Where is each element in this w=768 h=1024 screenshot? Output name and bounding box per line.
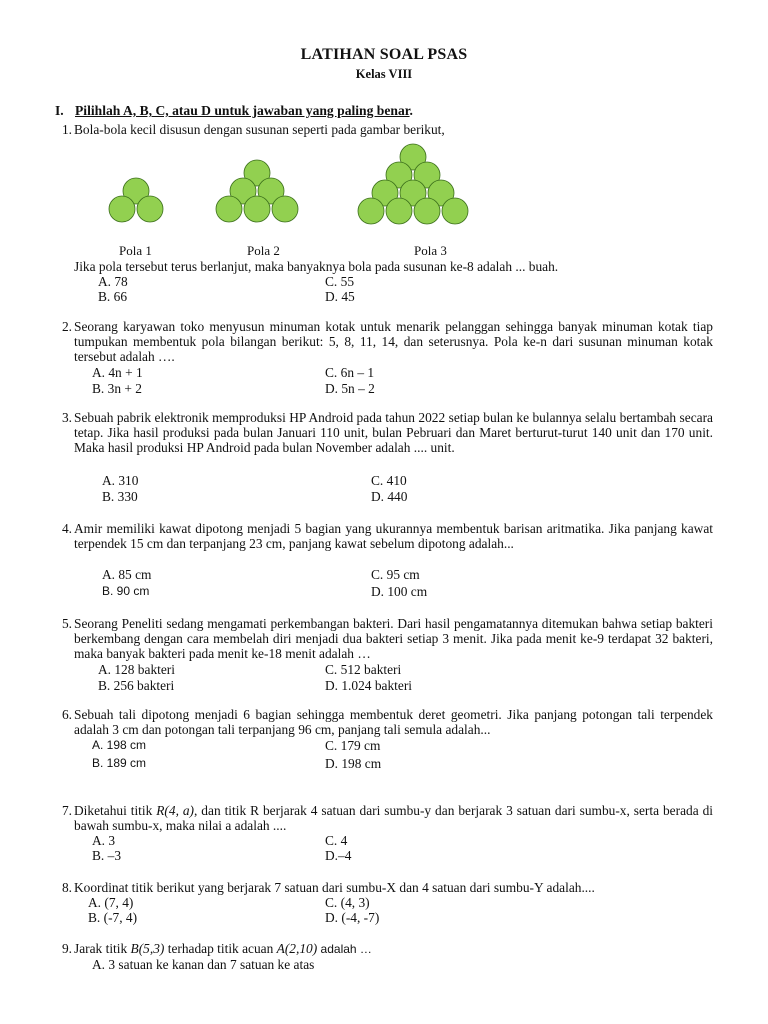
option-a[interactable]: A. 78 (98, 274, 128, 289)
option-c[interactable]: C. 512 bakteri (325, 662, 402, 677)
pattern-label-3: Pola 3 (414, 243, 447, 258)
option-d[interactable]: D. 198 cm (325, 756, 382, 771)
option-d[interactable]: D. 5n – 2 (325, 381, 375, 396)
question-text-part: Jarak titik (74, 941, 131, 956)
question-text-part: Diketahui titik (74, 803, 157, 818)
question-number: 3. (61, 410, 72, 425)
ball (414, 198, 440, 224)
option-a[interactable]: A. 310 (102, 473, 139, 488)
point-label: B(5,3) (130, 941, 165, 956)
option-c[interactable]: C. 55 (325, 274, 355, 289)
question-4 (48, 521, 713, 551)
option-b[interactable]: B. 189 cm (92, 756, 147, 770)
option-b[interactable]: B. 66 (98, 289, 128, 304)
option-a[interactable]: A. 3 (92, 833, 116, 848)
option-a[interactable]: A. 198 cm (92, 738, 147, 752)
option-a[interactable]: A. 85 cm (102, 567, 152, 582)
question-text: Seorang karyawan toko menyusun minuman kotak untuk menarik pelanggan sehingga banyak minuman kotak tiap tumpukan membentuk pola bilangan berikut: 5, 8, 11, 14, dan seterusnya. Pola ke-n dari susunan minuman kotak tersebut adalah …. (74, 319, 713, 365)
pattern-3-balls (358, 144, 468, 224)
ball (137, 196, 163, 222)
question-text (74, 803, 713, 833)
question-number: 2. (61, 319, 72, 334)
ball (109, 196, 135, 222)
question-text-part: , dan titik R berjarak 4 satuan dari sumbu-y dan berjarak 3 satuan dari sumbu-x, serta berada di bawah sumbu-x, maka nilai a adalah .... (74, 803, 714, 834)
option-d[interactable]: D. (-4, -7) (325, 910, 380, 925)
question-text-part: adalah … (317, 942, 372, 956)
option-c[interactable]: C. 410 (371, 473, 407, 488)
question-text: Koordinat titik berikut yang berjarak 7 satuan dari sumbu-X dan 4 satuan dari sumbu-Y adalah.... (74, 880, 595, 895)
question-5 (48, 616, 713, 662)
option-b[interactable]: B. 330 (102, 489, 138, 504)
question-text: Sebuah pabrik elektronik memproduksi HP Android pada tahun 2022 setiap bulan ke bulannya selalu bertambah secara tetap. Jika hasil produksi pada bulan Januari 110 unit, bulan Pebruari dan Maret berturut-turut 140 unit dan 170 unit. Maka hasil produksi HP Android pada bulan November adalah .... unit. (74, 410, 713, 456)
option-c[interactable]: C. 6n – 1 (325, 365, 375, 380)
ball (272, 196, 298, 222)
option-d[interactable]: D. 100 cm (371, 584, 428, 599)
page-subtitle: Kelas VIII (355, 67, 413, 81)
option-c[interactable]: C. 4 (325, 833, 348, 848)
question-number: 7. (61, 803, 72, 818)
option-a[interactable]: A. 4n + 1 (92, 365, 143, 380)
question-number: 6. (61, 707, 72, 722)
option-c[interactable]: C. (4, 3) (325, 895, 370, 910)
question-6 (48, 707, 713, 737)
option-b[interactable]: B. 3n + 2 (92, 381, 142, 396)
question-1-prompt (48, 259, 713, 274)
question-8 (48, 880, 713, 895)
pattern-1-balls (109, 178, 163, 222)
question-9 (48, 941, 713, 957)
question-number: 4. (61, 521, 72, 536)
question-2 (48, 319, 713, 365)
option-d[interactable]: D. 45 (325, 289, 355, 304)
question-text: Amir memiliki kawat dipotong menjadi 5 bagian yang ukurannya membentuk barisan aritmatika. Jika panjang kawat terpendek 15 cm dan terpanjang 23 cm, panjang kawat sebelum dipotong adalah... (74, 521, 713, 552)
ball-pattern-figure (0, 0, 768, 240)
option-b[interactable]: B. 90 cm (102, 584, 150, 598)
option-b[interactable]: B. (-7, 4) (88, 910, 138, 925)
question-number: 9. (61, 941, 72, 956)
option-c[interactable]: C. 95 cm (371, 567, 420, 582)
ball (216, 196, 242, 222)
ball (358, 198, 384, 224)
option-d[interactable]: D.–4 (325, 848, 352, 863)
section-instruction: I. Pilihlah A, B, C, atau D untuk jawaban yang paling benar. (55, 103, 413, 118)
ball (386, 198, 412, 224)
page-title: LATIHAN SOAL PSAS (300, 46, 468, 63)
section-instruction-text: Pilihlah A, B, C, atau D untuk jawaban yang paling benar (75, 103, 410, 118)
question-number: 5. (61, 616, 72, 631)
pattern-2-balls (216, 160, 298, 222)
question-text: Bola-bola kecil disusun dengan susunan seperti pada gambar berikut, (74, 122, 445, 137)
ball (442, 198, 468, 224)
option-b[interactable]: B. 256 bakteri (98, 678, 175, 693)
question-text: Jika pola tersebut terus berlanjut, maka banyaknya bola pada susunan ke-8 adalah ... buah. (74, 259, 559, 274)
pattern-label-2: Pola 2 (247, 243, 280, 258)
question-text: Sebuah tali dipotong menjadi 6 bagian sehingga membentuk deret geometri. Jika panjang potongan tali terpendek adalah 3 cm dan potongan tali terpanjang 96 cm, panjang tali semula adalah... (74, 707, 713, 738)
option-a[interactable]: A. (7, 4) (88, 895, 134, 910)
point-label: A(2,10) (276, 941, 318, 956)
question-text-part: terhadap titik acuan (164, 941, 277, 956)
option-d[interactable]: D. 1.024 bakteri (325, 678, 413, 693)
question-number: 8. (61, 880, 72, 895)
point-label: R(4, a) (156, 803, 195, 818)
section-number: I. (55, 103, 64, 118)
option-b[interactable]: B. –3 (92, 848, 122, 863)
question-number: 1. (61, 122, 72, 137)
question-text: Seorang Peneliti sedang mengamati perkembangan bakteri. Dari hasil pengamatannya ditemukan bahwa setiap bakteri berkembang dengan cara membelah diri menjadi dua bakteri setiap 3 menit. Jika pada menit ke-9 terdapat 32 bakteri, maka banyak bakteri pada menit ke-18 menit adalah … (74, 616, 713, 662)
ball (244, 196, 270, 222)
question-3 (48, 410, 713, 456)
option-c[interactable]: C. 179 cm (325, 738, 381, 753)
option-a[interactable]: A. 3 satuan ke kanan dan 7 satuan ke atas (92, 957, 315, 972)
question-7 (48, 803, 713, 833)
option-a[interactable]: A. 128 bakteri (98, 662, 175, 677)
question-text (74, 941, 713, 957)
pattern-label-1: Pola 1 (119, 243, 152, 258)
option-d[interactable]: D. 440 (371, 489, 408, 504)
